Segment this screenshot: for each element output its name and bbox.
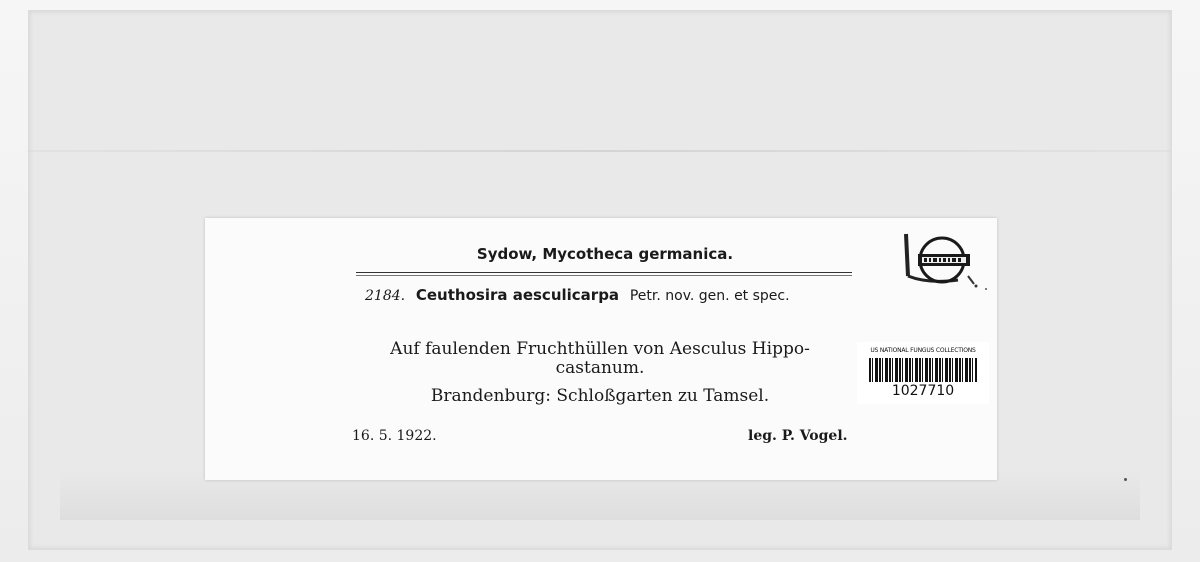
barcode-header: US NATIONAL FUNGUS COLLECTIONS bbox=[870, 347, 976, 354]
specimen-line bbox=[365, 286, 855, 304]
substrate-line-2: castanum. bbox=[555, 358, 645, 378]
packet-fold-line bbox=[28, 150, 1170, 152]
substrate-text bbox=[340, 340, 860, 378]
barcode-label bbox=[857, 342, 989, 404]
series-title: Sydow, Mycotheca germanica. bbox=[476, 245, 734, 263]
collector-name: leg. P. Vogel. bbox=[748, 428, 848, 444]
locality-text: Brandenburg: Schloßgarten zu Tamsel. bbox=[430, 386, 770, 406]
dust-speck bbox=[985, 288, 987, 290]
title-rule-secondary bbox=[356, 275, 852, 276]
herbarium-stamp-icon bbox=[898, 226, 984, 292]
species-name: Ceuthosira aesculicarpa bbox=[415, 286, 620, 304]
barcode-number: 1027710 bbox=[891, 383, 955, 399]
specimen-number: 2184. bbox=[365, 288, 406, 304]
title-rule bbox=[356, 272, 852, 273]
collection-date: 16. 5. 1922. bbox=[352, 428, 437, 444]
dust-speck bbox=[1124, 478, 1127, 481]
substrate-line-1: Auf faulenden Fruchthüllen von Aesculus Hippo- bbox=[390, 339, 810, 359]
species-authority: Petr. nov. gen. et spec. bbox=[629, 288, 790, 304]
barcode-bars bbox=[869, 358, 977, 382]
